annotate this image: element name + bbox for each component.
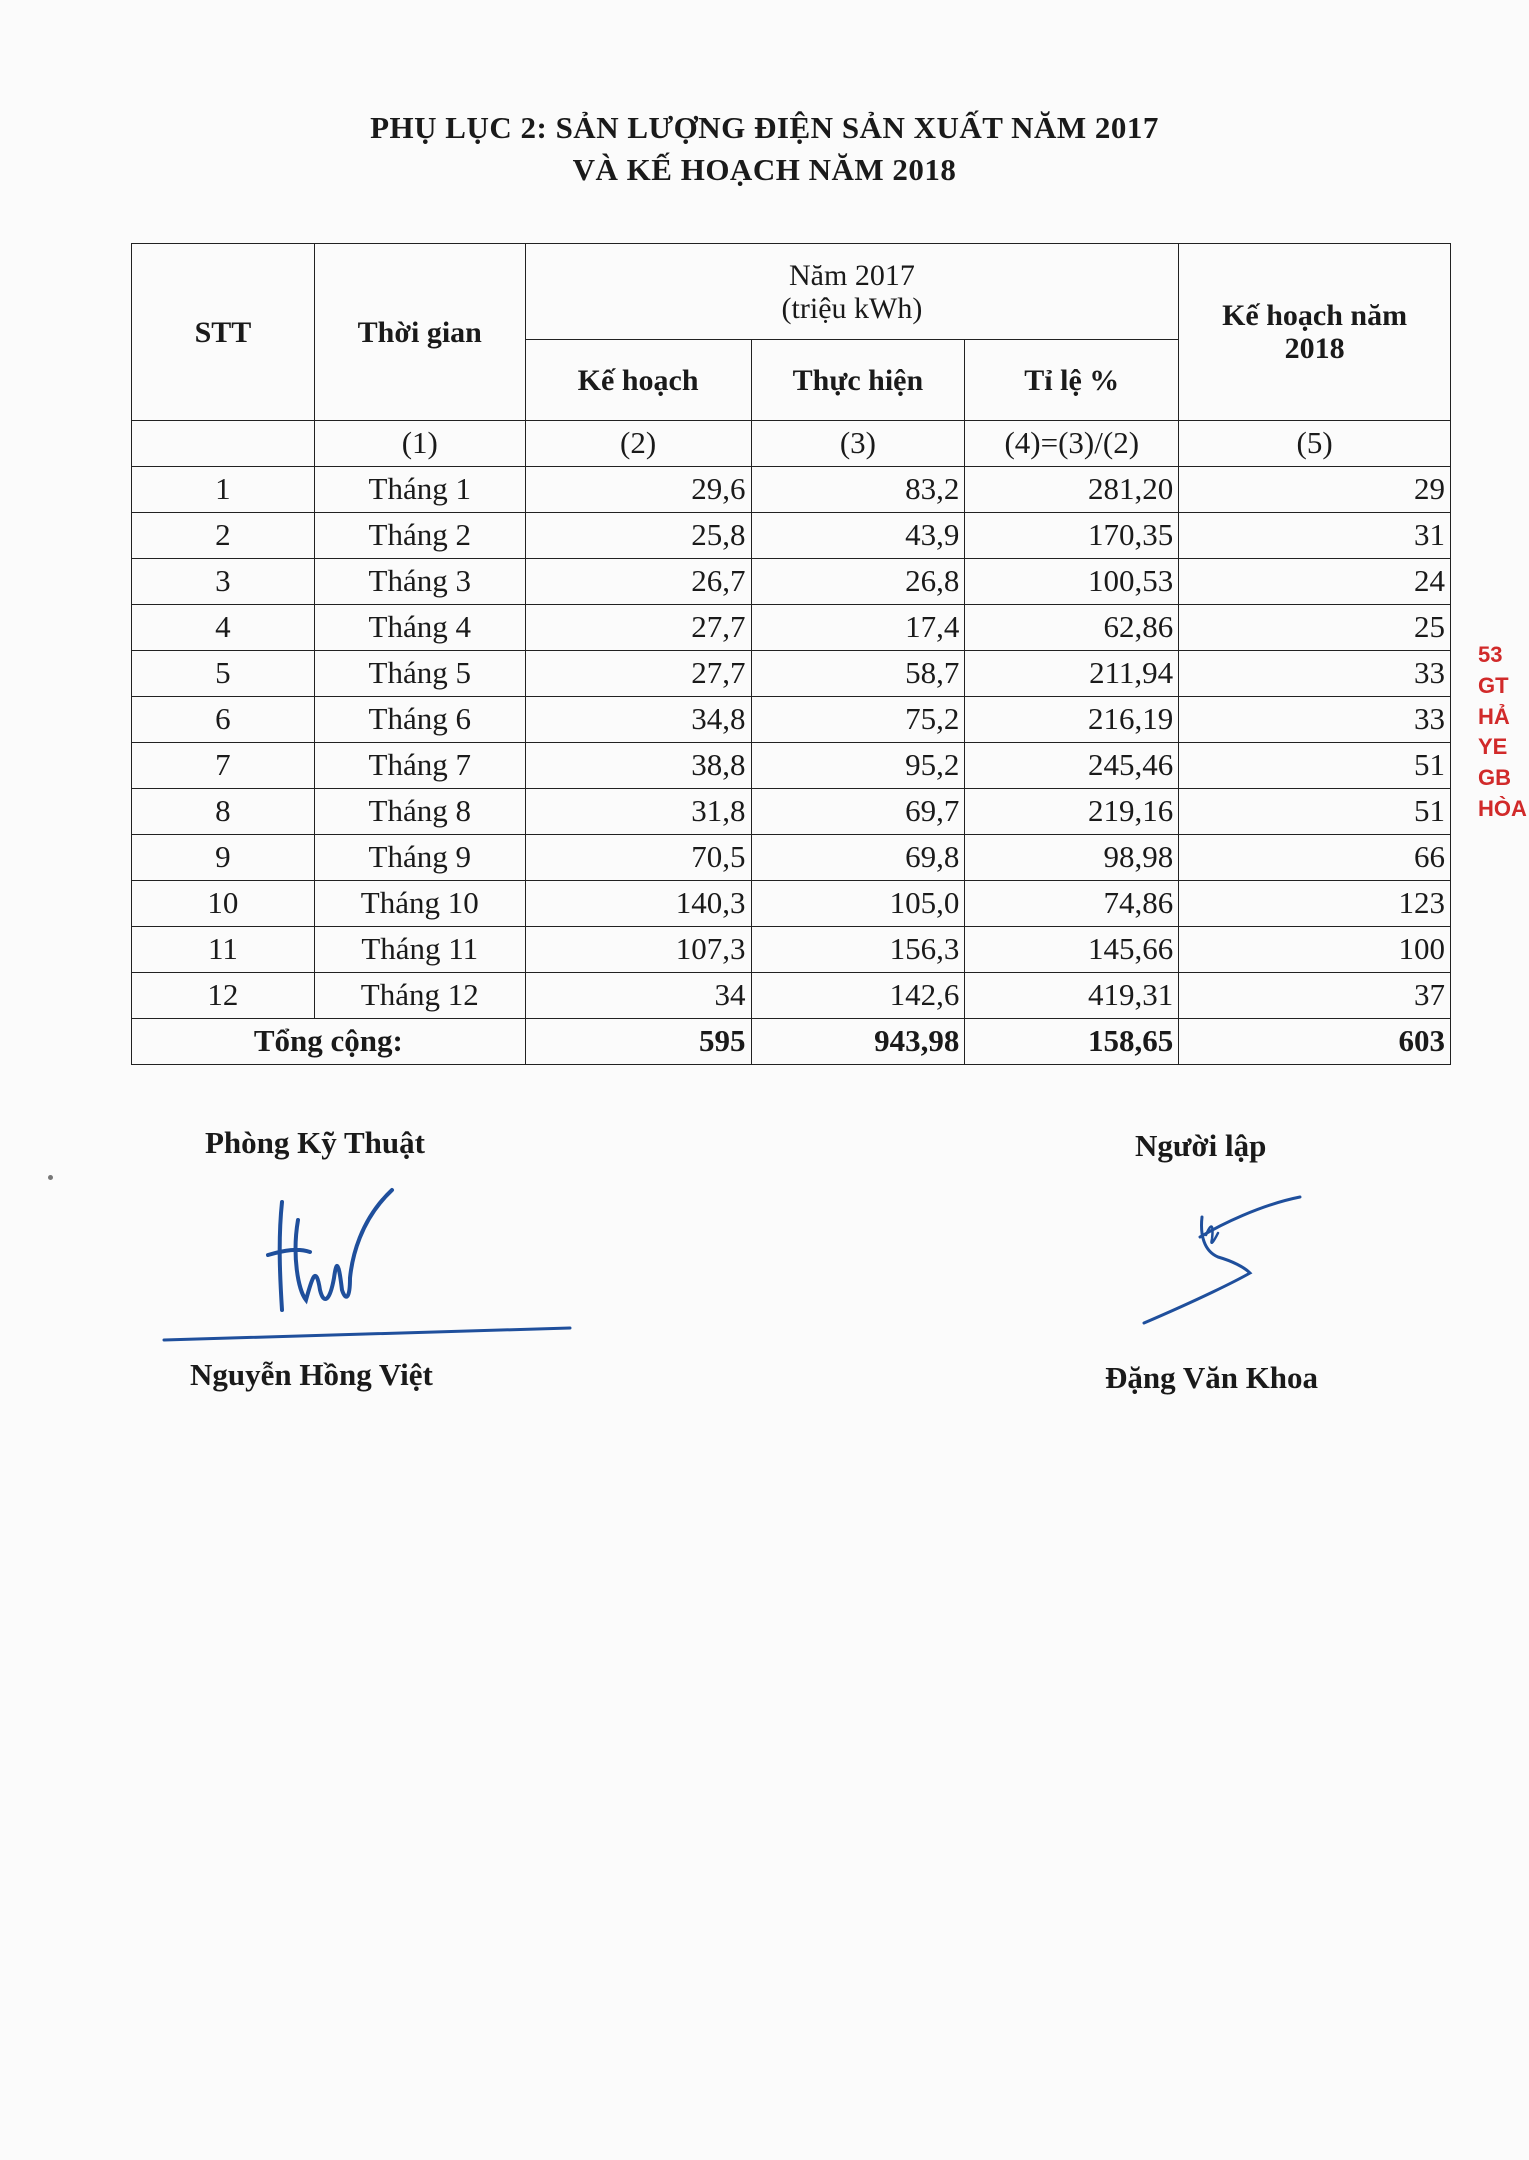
row-plan-2018: 29 [1179,467,1451,513]
row-ratio: 170,35 [965,513,1179,559]
row-actual: 43,9 [751,513,965,559]
header-year-2017 [525,244,1179,340]
row-plan-2018: 31 [1179,513,1451,559]
row-plan: 27,7 [525,651,751,697]
row-plan: 34 [525,973,751,1019]
index-cell: (3) [751,421,965,467]
row-actual: 142,6 [751,973,965,1019]
header-year-2017-unit: (triệu kWh) [781,291,923,325]
row-plan-2018: 100 [1179,927,1451,973]
index-row [132,421,1451,467]
header-actual: Thực hiện [751,340,965,421]
row-plan-2018: 33 [1179,697,1451,743]
row-plan: 25,8 [525,513,751,559]
row-ratio: 98,98 [965,835,1179,881]
header-time: Thời gian [314,244,525,421]
index-cell: (2) [525,421,751,467]
row-stt: 7 [132,743,315,789]
stamp-text: 53 [1478,642,1503,667]
row-month: Tháng 11 [314,927,525,973]
index-cell: (5) [1179,421,1451,467]
row-stt: 2 [132,513,315,559]
document-title-line-1: PHỤ LỤC 2: SẢN LƯỢNG ĐIỆN SẢN XUẤT NĂM 2017 [370,110,1159,145]
row-ratio: 216,19 [965,697,1179,743]
red-stamp-fragment [1478,640,1527,825]
row-actual: 26,8 [751,559,965,605]
table-row [132,467,1451,513]
row-plan-2018: 51 [1179,789,1451,835]
row-ratio: 100,53 [965,559,1179,605]
row-month: Tháng 3 [314,559,525,605]
row-actual: 95,2 [751,743,965,789]
row-plan: 38,8 [525,743,751,789]
row-plan-2018: 33 [1179,651,1451,697]
row-actual: 156,3 [751,927,965,973]
row-ratio: 74,86 [965,881,1179,927]
row-actual: 58,7 [751,651,965,697]
document-title-line-2: VÀ KẾ HOẠCH NĂM 2018 [572,152,957,187]
row-stt: 11 [132,927,315,973]
row-month: Tháng 1 [314,467,525,513]
index-cell: (1) [314,421,525,467]
row-plan: 26,7 [525,559,751,605]
production-table [131,243,1451,1065]
row-actual: 83,2 [751,467,965,513]
header-ratio: Tỉ lệ % [965,340,1179,421]
row-ratio: 219,16 [965,789,1179,835]
header-stt: STT [132,244,315,421]
row-stt: 3 [132,559,315,605]
total-ratio: 158,65 [965,1019,1179,1065]
row-month: Tháng 6 [314,697,525,743]
row-plan-2018: 24 [1179,559,1451,605]
stamp-text: HÒA [1478,795,1527,821]
table-row [132,789,1451,835]
row-stt: 4 [132,605,315,651]
table-row [132,743,1451,789]
row-actual: 75,2 [751,697,965,743]
table-row [132,605,1451,651]
right-signature-icon [1140,1195,1320,1335]
row-plan-2018: 25 [1179,605,1451,651]
row-ratio: 62,86 [965,605,1179,651]
total-actual: 943,98 [751,1019,965,1065]
row-month: Tháng 8 [314,789,525,835]
total-row [132,1019,1451,1065]
row-stt: 6 [132,697,315,743]
row-stt: 5 [132,651,315,697]
row-plan: 107,3 [525,927,751,973]
row-ratio: 145,66 [965,927,1179,973]
row-month: Tháng 9 [314,835,525,881]
right-signer-name: Đặng Văn Khoa [1105,1360,1319,1395]
scan-speck [48,1175,53,1180]
row-actual: 69,7 [751,789,965,835]
total-plan-2018: 603 [1179,1019,1451,1065]
table-row [132,651,1451,697]
total-plan: 595 [525,1019,751,1065]
total-label: Tổng cộng: [132,1019,526,1065]
row-stt: 10 [132,881,315,927]
row-ratio: 419,31 [965,973,1179,1019]
table-row [132,973,1451,1019]
row-stt: 12 [132,973,315,1019]
row-plan: 31,8 [525,789,751,835]
stamp-text: GB [1478,765,1511,791]
row-month: Tháng 5 [314,651,525,697]
row-plan-2018: 37 [1179,973,1451,1019]
row-stt: 1 [132,467,315,513]
index-cell-blank [132,421,315,467]
left-signer-title: Phòng Kỹ Thuật [205,1125,425,1160]
row-plan: 140,3 [525,881,751,927]
row-actual: 69,8 [751,835,965,881]
row-month: Tháng 10 [314,881,525,927]
row-month: Tháng 2 [314,513,525,559]
row-ratio: 281,20 [965,467,1179,513]
table-row [132,559,1451,605]
table-row [132,835,1451,881]
row-stt: 9 [132,835,315,881]
row-stt: 8 [132,789,315,835]
row-plan-2018: 123 [1179,881,1451,927]
header-plan-2018 [1179,244,1451,421]
table-row [132,697,1451,743]
row-plan: 29,6 [525,467,751,513]
header-plan-2018-line1: Kế hoạch năm [1222,299,1408,332]
row-plan-2018: 51 [1179,743,1451,789]
row-ratio: 245,46 [965,743,1179,789]
table-row [132,513,1451,559]
row-actual: 105,0 [751,881,965,927]
header-plan-2018-line2: 2018 [1284,332,1345,365]
row-plan-2018: 66 [1179,835,1451,881]
row-month: Tháng 4 [314,605,525,651]
row-actual: 17,4 [751,605,965,651]
row-month: Tháng 7 [314,743,525,789]
header-year-2017-line1: Năm 2017 [789,258,915,292]
right-signer-title: Người lập [1135,1128,1267,1163]
index-cell: (4)=(3)/(2) [965,421,1179,467]
row-ratio: 211,94 [965,651,1179,697]
row-plan: 27,7 [525,605,751,651]
left-signer-name: Nguyễn Hồng Việt [190,1357,433,1392]
row-plan: 70,5 [525,835,751,881]
stamp-text: HẢ [1478,703,1510,729]
left-signature-icon [160,1160,600,1360]
row-plan: 34,8 [525,697,751,743]
table-row [132,881,1451,927]
stamp-text: GT [1478,672,1509,698]
row-month: Tháng 12 [314,973,525,1019]
stamp-text: YE [1478,734,1508,760]
table-row [132,927,1451,973]
header-plan: Kế hoạch [525,340,751,421]
